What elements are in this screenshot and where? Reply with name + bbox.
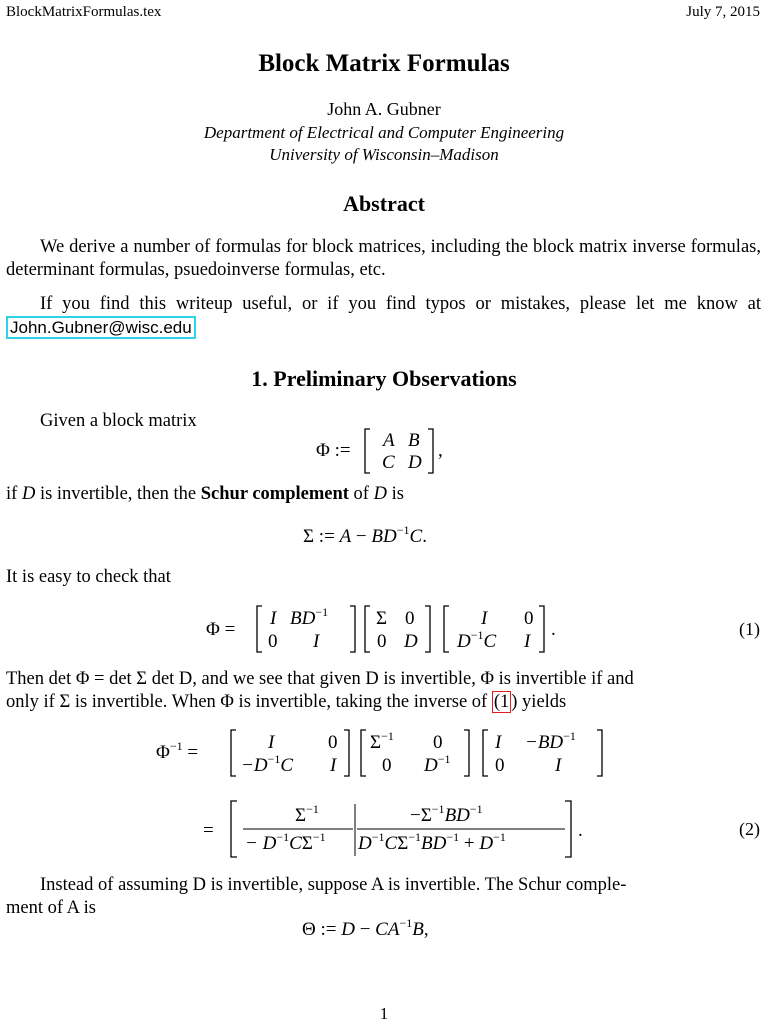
svg-text:0: 0: [524, 608, 534, 629]
svg-text:Σ := A − BD−1C.: Σ := $A - BD^{-1}C$.: [303, 523, 427, 547]
theta-equation: [300, 914, 480, 942]
svg-text:B: B: [408, 430, 420, 451]
equation-1-number: (1): [739, 619, 760, 639]
equation-ref-link[interactable]: (1: [493, 692, 510, 712]
easy-check-text: It is easy to check that: [6, 567, 171, 587]
author-name: John A. Gubner: [327, 99, 441, 119]
instead-line-1: Instead of assuming D is invertible, suppose A is invertible. The Schur comple-: [40, 875, 627, 895]
svg-text:.: .: [578, 820, 583, 841]
then-line-1: Then det Φ = det Σ det D, and we see that given D is invertible, Φ is invertible if and: [6, 669, 634, 689]
svg-text:Θ := D − CA−1B,: Θ := $D - CA^{-1}B$,: [302, 916, 429, 940]
svg-text:0: 0: [268, 631, 278, 652]
svg-text:0: 0: [405, 608, 415, 629]
then-line-2: only if Σ is invertible. When Φ is invertible, taking the inverse of (1 ) yields: [6, 692, 567, 712]
svg-text:Σ−1: $\Sigma^{-1}$: [295, 802, 319, 826]
header-date: July 7, 2015: [686, 4, 760, 20]
svg-text:I: I: [270, 608, 277, 629]
svg-text:D−1: $D^{-1}$: [424, 752, 451, 776]
svg-text:D−1C: $D^{-1}C$: [457, 628, 497, 652]
svg-text:0: 0: [377, 631, 387, 652]
header-filename: BlockMatrixFormulas.tex: [6, 4, 162, 20]
svg-text:I: I: [555, 755, 562, 776]
svg-text:Φ−1 =: $\Phi^{-1}$ =: [156, 739, 199, 763]
abstract-paragraph-2-text: If you find this writeup useful, or if you find typos or mistakes, please let me know at: [40, 294, 761, 314]
affiliation-university: University of Wisconsin–Madison: [269, 145, 499, 164]
svg-text:0: 0: [382, 755, 392, 776]
svg-text:=: =: [203, 820, 214, 841]
svg-text:− D−1CΣ−1: − $D^{-1}C\Sigma^{-1}$: [245, 830, 326, 854]
section-heading: 1. Preliminary Observations: [251, 366, 517, 391]
paper-title: Block Matrix Formulas: [258, 50, 510, 77]
svg-text:0: 0: [495, 755, 505, 776]
phi-definition-equation: [300, 424, 480, 476]
equation-1: [200, 600, 580, 658]
equation-2: [195, 796, 595, 862]
svg-text:D: D: [404, 631, 418, 652]
instead-line-2: ment of A is: [6, 898, 96, 918]
svg-text:Φ =: Φ =: [206, 619, 236, 640]
svg-text:Σ: Σ: [376, 608, 388, 629]
svg-text:C: C: [382, 452, 395, 473]
svg-text:BD−1: $BD^{-1}$: [290, 605, 329, 629]
svg-text:−D−1C: $-D^{-1}C$: [241, 752, 294, 776]
svg-text:.: .: [551, 619, 556, 640]
svg-text:I: I: [313, 631, 320, 652]
svg-text:,: ,: [438, 440, 443, 461]
svg-text:0: 0: [328, 732, 338, 753]
page-number: 1: [379, 1004, 389, 1023]
svg-text:I: I: [481, 608, 488, 629]
sigma-equation: [300, 522, 480, 550]
phi-inverse-equation: [150, 724, 620, 782]
abstract-heading: Abstract: [343, 191, 425, 216]
svg-text:−BD−1: $-BD^{-1}$: [525, 729, 576, 753]
svg-text:D: D: [408, 452, 422, 473]
email-link[interactable]: John.Gubner@wisc.edu: [6, 316, 196, 339]
given-text: Given a block matrix: [40, 411, 197, 431]
svg-text:I: I: [495, 732, 502, 753]
svg-text:−Σ−1BD−1: $-\Sigma^{-1}BD^{-1}$: [410, 802, 483, 826]
abstract-paragraph-2: [6, 293, 761, 340]
svg-text:Σ−1: $\Sigma^{-1}$: [370, 729, 394, 753]
abstract-paragraph-1: We derive a number of formulas for block matrices, including the block matrix inverse formulas, determinant formulas, psuedoinverse formulas, etc.: [6, 237, 761, 280]
svg-text:0: 0: [433, 732, 443, 753]
equation-2-number: (2): [739, 819, 760, 839]
svg-text:A: A: [383, 430, 395, 451]
svg-text:I: I: [524, 631, 531, 652]
svg-text:D−1CΣ−1BD−1 + D−1: $D^{-1}C\Sigma^{-1}BD^{-1} + D^{-1}$: [358, 830, 506, 854]
schur-complement-term: Schur complement: [200, 484, 349, 504]
schur-text: if D is invertible, then the Schur complement of D is: [6, 484, 404, 504]
svg-text:I: I: [330, 755, 337, 776]
svg-text:Φ :=: Φ :=: [316, 440, 351, 461]
svg-text:I: I: [268, 732, 275, 753]
affiliation-department: Department of Electrical and Computer Engineering: [203, 123, 565, 142]
